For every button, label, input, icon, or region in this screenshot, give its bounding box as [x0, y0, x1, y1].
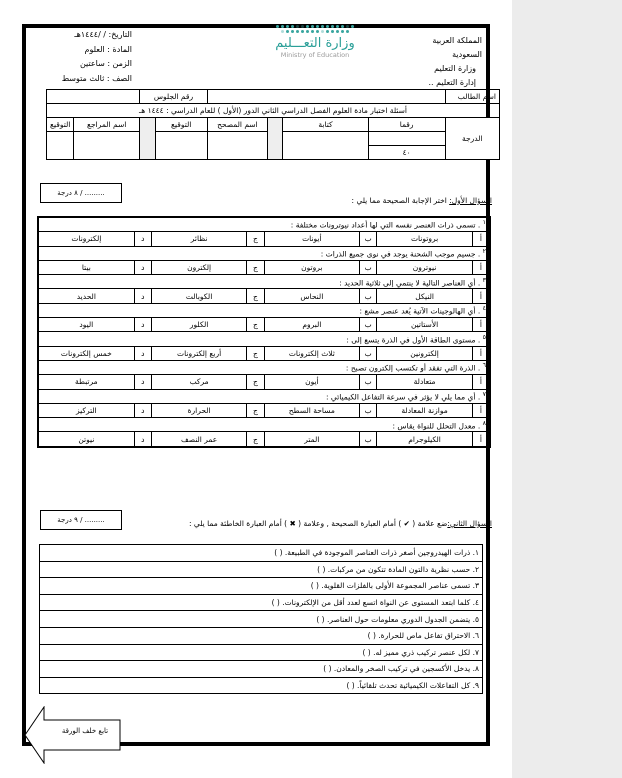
- question-stem: الذرة التي تفقد أو تكتسب إلكترون تصبح :: [345, 363, 476, 373]
- options-row: [38, 289, 490, 303]
- logo-dot: [346, 25, 349, 28]
- statement-row: [40, 578, 483, 595]
- statement-row: [40, 545, 483, 562]
- options-row: [38, 403, 490, 417]
- numeric-grade-label: رقما: [368, 118, 445, 132]
- header-ministry-block: [400, 34, 482, 90]
- country-label: المملكة العربية السعودية: [432, 36, 482, 59]
- statement-text[interactable]: ١. ذرات الهيدروجين أصغر ذرات العناصر الموجودة في الطبيعة. ( ): [40, 545, 483, 562]
- options-row: [38, 346, 490, 360]
- option-letter: د: [134, 375, 151, 389]
- options-row: [38, 375, 490, 389]
- logo-dot: [331, 25, 334, 28]
- option-choice[interactable]: النيكل: [377, 289, 473, 303]
- question-text: $^٢$ . جسيم موجب الشحنة يوجد في نوى جميع الذرات :: [38, 246, 490, 260]
- question-number: ٧: [482, 390, 486, 398]
- option-letter: د: [134, 403, 151, 417]
- separator-cell: [140, 118, 155, 160]
- question-row: [38, 275, 490, 289]
- question-stem: جسيم موجب الشحنة يوجد في نوى جميع الذرات :: [320, 249, 476, 259]
- option-letter: ب: [360, 432, 377, 447]
- question-number: ٣: [482, 276, 486, 284]
- option-letter: ج: [247, 346, 264, 360]
- statement-text[interactable]: ٢. حسب نظرية دالتون المادة تتكون من مركبات. ( ): [40, 561, 483, 578]
- corrector-signature-field[interactable]: [155, 132, 207, 160]
- true-false-table: [39, 544, 483, 694]
- option-choice[interactable]: أيونات: [264, 232, 360, 246]
- reviewer-name-field[interactable]: [74, 132, 140, 160]
- ministry-logo: [255, 25, 375, 77]
- statement-text[interactable]: ٨. يدخل الأكسجين في تركيب الصخر والمعادن. ( ): [40, 661, 483, 678]
- corrector-signature-label: التوقيع: [155, 118, 207, 132]
- section2-score-box[interactable]: ......... / ٩ درجة: [40, 510, 122, 530]
- question-stem: أي العناصر التالية لا ينتمي إلى ثلاثية الحديد :: [339, 278, 476, 288]
- option-choice[interactable]: إلكترونين: [377, 346, 473, 360]
- option-choice[interactable]: عمر النصف: [151, 432, 247, 447]
- option-choice[interactable]: أربع إلكترونات: [151, 346, 247, 360]
- header-exam-info: [42, 28, 132, 86]
- separator-cell: [267, 118, 282, 160]
- question-row: [38, 418, 490, 432]
- logo-dot: [321, 30, 324, 33]
- logo-dot: [286, 25, 289, 28]
- options-row: [38, 232, 490, 246]
- option-letter: أ: [472, 289, 490, 303]
- written-grade-label: كتابة: [283, 118, 368, 132]
- option-choice[interactable]: الكوبالت: [151, 289, 247, 303]
- logo-dot: [286, 30, 289, 33]
- option-choice[interactable]: الكيلوجرام: [377, 432, 473, 447]
- option-choice[interactable]: النحاس: [264, 289, 360, 303]
- question-number: ١: [482, 219, 486, 227]
- option-letter: ج: [247, 375, 264, 389]
- logo-dot: [336, 25, 339, 28]
- option-letter: د: [134, 260, 151, 274]
- subject-field: المادة : العلوم: [84, 44, 132, 54]
- logo-dot: [321, 25, 324, 28]
- question-stem: مستوى الطاقة الأول في الذرة يتسع إلى :: [346, 335, 476, 345]
- option-letter: أ: [472, 232, 490, 246]
- statement-text[interactable]: ٧. لكل عنصر تركيب ذري مميز له. ( ): [40, 644, 483, 661]
- option-letter: أ: [472, 346, 490, 360]
- logo-dot: [301, 30, 304, 33]
- question-stem: أي مما يلي لا يؤثر في سرعة التفاعل الكيميائي :: [326, 392, 476, 402]
- student-name-field[interactable]: [207, 90, 445, 104]
- logo-dot: [311, 25, 314, 28]
- logo-dot: [306, 25, 309, 28]
- option-choice[interactable]: البروم: [264, 318, 360, 332]
- question-text: $^١$ . تسمى ذرات العنصر نفسه التي لها أعداد نيوترونات مختلفة :: [38, 217, 490, 232]
- option-letter: ب: [360, 260, 377, 274]
- option-choice[interactable]: متعادلة: [377, 375, 473, 389]
- option-choice[interactable]: مرتبطة: [38, 375, 134, 389]
- logo-arabic-text: وزارة التعـــليم: [275, 36, 355, 51]
- question-row: [38, 332, 490, 346]
- statement-text[interactable]: ٣. تسمى عناصر المجموعة الأولى بالفلزات القلوية. ( ): [40, 578, 483, 595]
- corrector-name-field[interactable]: [207, 132, 267, 160]
- option-letter: أ: [472, 375, 490, 389]
- option-choice[interactable]: بيتا: [38, 260, 134, 274]
- option-letter: ب: [360, 318, 377, 332]
- option-choice[interactable]: نيوتن: [38, 432, 134, 447]
- question-row: [38, 303, 490, 317]
- section1-title: [200, 196, 492, 205]
- option-letter: د: [134, 232, 151, 246]
- option-letter: أ: [472, 432, 490, 447]
- total-marks: ٤٠: [368, 146, 445, 160]
- directorate-label: إدارة التعليم ..: [428, 78, 476, 87]
- option-letter: ج: [247, 403, 264, 417]
- logo-dot: [291, 25, 294, 28]
- class-field: الصف : ثالث متوسط: [61, 73, 132, 83]
- question-row: [38, 217, 490, 232]
- question-text: $^٤$ . أي الهالوجينات الآتية يُعد عنصر مشع :: [38, 303, 490, 317]
- option-letter: ج: [247, 232, 264, 246]
- statement-row: [40, 627, 483, 644]
- viewer-background: [512, 0, 622, 778]
- question-row: [38, 389, 490, 403]
- option-letter: ب: [360, 346, 377, 360]
- section2-title: [100, 519, 492, 528]
- logo-dot: [296, 25, 299, 28]
- option-choice[interactable]: موازنة المعادلة: [377, 403, 473, 417]
- option-letter: د: [134, 318, 151, 332]
- logo-english-text: Ministry of Education: [280, 51, 350, 59]
- option-choice[interactable]: اليود: [38, 318, 134, 332]
- option-choice[interactable]: بروتون: [264, 260, 360, 274]
- option-choice[interactable]: الحديد: [38, 289, 134, 303]
- continue-arrow-icon: [24, 706, 124, 764]
- written-grade-field[interactable]: [283, 132, 368, 160]
- numeric-grade-field[interactable]: [368, 132, 445, 146]
- question-stem: معدل التحلل للنواة يقاس :: [392, 421, 476, 431]
- option-letter: ج: [247, 289, 264, 303]
- corrector-name-label: اسم المصحح: [207, 118, 267, 132]
- question-row: [38, 246, 490, 260]
- logo-dot: [331, 30, 334, 33]
- statement-row: [40, 677, 483, 694]
- section2-title-text: ضع علامة ( ✔ ) أمام العبارة الصحيحة , وعلامة ( ✖ ) أمام العبارة الخاطئة مما يلي :: [189, 519, 448, 528]
- statement-row: [40, 644, 483, 661]
- option-letter: ب: [360, 375, 377, 389]
- logo-dot: [306, 30, 309, 33]
- option-choice[interactable]: مساحة السطح: [264, 403, 360, 417]
- logo-dot: [326, 25, 329, 28]
- option-choice[interactable]: أيون: [264, 375, 360, 389]
- date-field: التاريخ: / /١٤٤٤هـ: [74, 30, 132, 39]
- section1-title-text: اختر الإجابة الصحيحة مما يلي :: [351, 196, 450, 205]
- option-letter: ج: [247, 432, 264, 447]
- option-choice[interactable]: الأستاتين: [377, 318, 473, 332]
- option-choice[interactable]: إلكترون: [151, 260, 247, 274]
- option-letter: د: [134, 346, 151, 360]
- option-choice[interactable]: ثلاث إلكترونات: [264, 346, 360, 360]
- option-letter: أ: [472, 318, 490, 332]
- question-number: ٢: [482, 247, 486, 255]
- logo-dot: [346, 30, 349, 33]
- question-stem: تسمى ذرات العنصر نفسه التي لها أعداد نيوترونات مختلفة :: [290, 220, 476, 230]
- question-text: $^٧$ . أي مما يلي لا يؤثر في سرعة التفاعل الكيميائي :: [38, 389, 490, 403]
- option-choice[interactable]: التركيز: [38, 403, 134, 417]
- logo-dot: [301, 25, 304, 28]
- question-text: $^٨$ . معدل التحلل للنواة يقاس :: [38, 418, 490, 432]
- student-info-table: [46, 89, 500, 160]
- option-letter: ب: [360, 403, 377, 417]
- statement-text[interactable]: ٤. كلما ابتعد المستوى عن النواة اتسع لعدد أقل من الإلكترونات. ( ): [40, 594, 483, 611]
- logo-dot: [316, 25, 319, 28]
- exam-title: أسئلة اختبار مادة العلوم الفصل الدراسي الثاني الدور (الأول ) للعام الدراسي : ١٤٤٤ هـ: [47, 104, 500, 118]
- question-stem: أي الهالوجينات الآتية يُعد عنصر مشع :: [359, 306, 476, 316]
- option-choice[interactable]: بروتونات: [377, 232, 473, 246]
- logo-dot: [316, 30, 319, 33]
- logo-dot: [311, 30, 314, 33]
- reviewer-name-label: اسم المراجع: [74, 118, 140, 132]
- logo-dot: [326, 30, 329, 33]
- statement-row: [40, 594, 483, 611]
- option-choice[interactable]: الحرارة: [151, 403, 247, 417]
- section1-title-label: السؤال الأول:: [449, 196, 492, 205]
- option-choice[interactable]: الكلور: [151, 318, 247, 332]
- logo-dot: [291, 30, 294, 33]
- question-number: ٨: [482, 419, 486, 427]
- logo-dot: [336, 30, 339, 33]
- statement-row: [40, 561, 483, 578]
- reviewer-signature-label: التوقيع: [47, 118, 74, 132]
- reviewer-signature-field[interactable]: [47, 132, 74, 160]
- logo-dot: [276, 25, 279, 28]
- logo-dot: [281, 30, 284, 33]
- question-text: $^٥$ . مستوى الطاقة الأول في الذرة يتسع إلى :: [38, 332, 490, 346]
- question-number: ٦: [482, 362, 486, 370]
- option-letter: أ: [472, 260, 490, 274]
- continue-label: تابع خلف الورقة: [61, 727, 109, 735]
- logo-dot: [351, 25, 354, 28]
- logo-dot: [296, 30, 299, 33]
- question-row: [38, 360, 490, 374]
- statement-row: [40, 611, 483, 628]
- logo-dot: [341, 25, 344, 28]
- question-number: ٤: [482, 305, 486, 313]
- logo-dot: [281, 25, 284, 28]
- option-choice[interactable]: مركب: [151, 375, 247, 389]
- option-letter: ب: [360, 232, 377, 246]
- mcq-table: [37, 216, 491, 448]
- statement-text[interactable]: ٦. الاحتراق تفاعل ماص للحرارة. ( ): [40, 627, 483, 644]
- grade-label: الدرجة: [445, 118, 499, 160]
- option-letter: د: [134, 432, 151, 447]
- option-letter: ج: [247, 318, 264, 332]
- question-text: $^٦$ . الذرة التي تفقد أو تكتسب إلكترون تصبح :: [38, 360, 490, 374]
- question-number: ٥: [482, 333, 486, 341]
- section2-title-label: السؤال الثاني:: [447, 519, 492, 528]
- option-letter: ب: [360, 289, 377, 303]
- option-letter: أ: [472, 403, 490, 417]
- option-choice[interactable]: نظائر: [151, 232, 247, 246]
- option-letter: د: [134, 289, 151, 303]
- option-choice[interactable]: إلكترونات: [38, 232, 134, 246]
- options-row: [38, 260, 490, 274]
- ministry-label: وزارة التعليم: [434, 64, 476, 73]
- logo-dot: [341, 30, 344, 33]
- option-choice[interactable]: نيوترون: [377, 260, 473, 274]
- option-choice[interactable]: خمس إلكترونات: [38, 346, 134, 360]
- student-name-label: اسم الطالب: [445, 90, 499, 104]
- statement-text[interactable]: ٩. كل التفاعلات الكيميائية تحدث تلقائياً. ( ): [40, 677, 483, 694]
- statement-text[interactable]: ٥. يتضمن الجدول الدوري معلومات حول العناصر. ( ): [40, 611, 483, 628]
- option-choice[interactable]: المتر: [264, 432, 360, 447]
- logo-dots-icon: [275, 25, 355, 33]
- statement-row: [40, 661, 483, 678]
- time-field: الزمن : ساعتين: [79, 59, 132, 68]
- options-row: [38, 432, 490, 447]
- options-row: [38, 318, 490, 332]
- section1-score-box[interactable]: ......... / ٨ درجة: [40, 183, 122, 203]
- seat-number-label: رقم الجلوس: [140, 90, 208, 104]
- question-text: $^٣$ . أي العناصر التالية لا ينتمي إلى ثلاثية الحديد :: [38, 275, 490, 289]
- seat-number-field[interactable]: [47, 90, 140, 104]
- option-letter: ج: [247, 260, 264, 274]
